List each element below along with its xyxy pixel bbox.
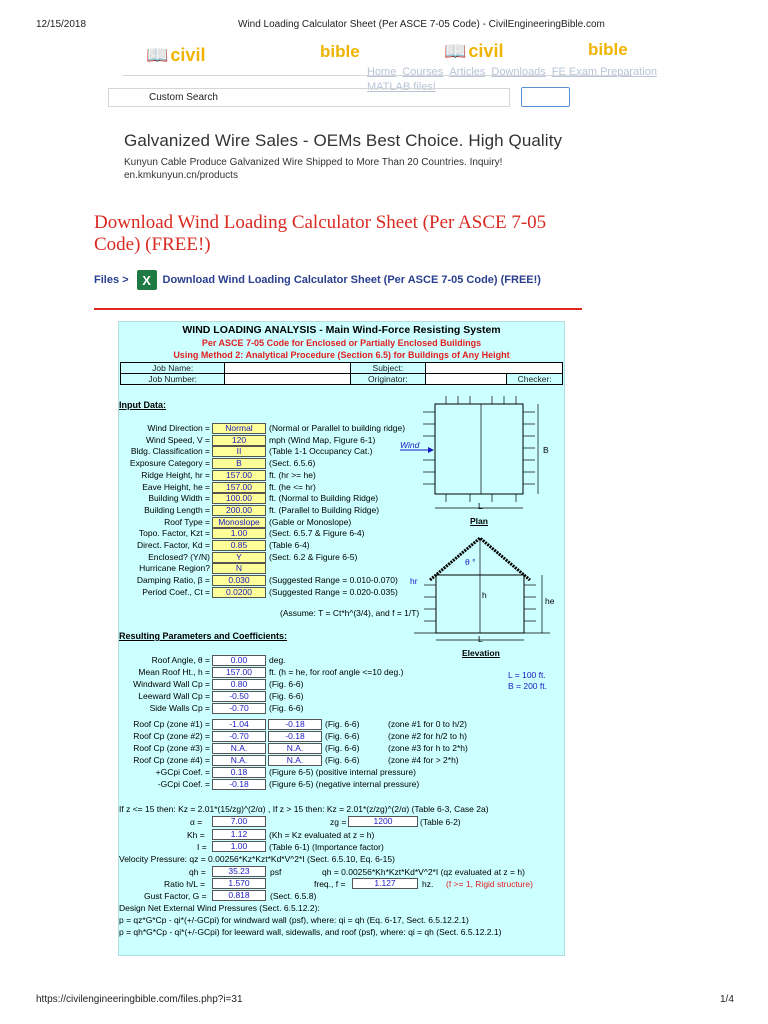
input-label: Direct. Factor, Kd = <box>137 540 210 550</box>
result-value: 0.80 <box>212 679 266 690</box>
nav-articles[interactable]: Articles <box>449 66 486 78</box>
roof-cp-note: (zone #4 for > 2*h) <box>388 755 459 765</box>
roof-cp-value-1: N.A. <box>212 743 266 754</box>
i-value: 1.00 <box>212 841 266 852</box>
elevation-diagram <box>414 530 564 648</box>
input-label: Bldg. Classification = <box>130 446 210 456</box>
zg-value: 1200 <box>348 816 418 827</box>
gcpi-label: -GCpi Coef. = <box>157 779 210 789</box>
elevation-label: Elevation <box>462 648 500 658</box>
roof-cp-value-1: N.A. <box>212 755 266 766</box>
roof-cp-value-2: -0.18 <box>268 719 322 730</box>
input-note: (Sect. 6.5.7 & Figure 6-4) <box>269 528 365 538</box>
assume-note: (Assume: T = Ct*h^(3/4), and f = 1/T) <box>280 608 420 618</box>
input-note: ft. (Parallel to Building Ridge) <box>269 505 380 515</box>
result-label: Roof Angle, θ = <box>151 655 210 665</box>
input-label: Ridge Height, hr = <box>141 470 210 480</box>
ad-link[interactable]: en.kmkunyun.cn/products <box>124 170 238 181</box>
nav-home[interactable]: Home <box>367 66 397 78</box>
plan-dim-l: L <box>478 501 483 511</box>
nav-fe-exam[interactable]: FE Exam Preparation <box>551 66 657 78</box>
result-label: Side Walls Cp = <box>149 703 210 713</box>
elev-dim-h: h <box>482 590 487 600</box>
page-title: Download Wind Loading Calculator Sheet (Per ASCE 7-05 Code) (FREE!) <box>94 212 547 255</box>
ratio-value: 1.570 <box>212 878 266 889</box>
input-note: (Table 6-4) <box>269 540 310 550</box>
plan-dim-b: B <box>543 445 549 455</box>
roof-cp-note: (zone #3 for h to 2*h) <box>388 743 468 753</box>
input-value: 157.00 <box>212 470 266 481</box>
input-value: II <box>212 446 266 457</box>
dim-L-value: L = 100 ft. <box>508 670 546 680</box>
input-note: mph (Wind Map, Figure 6-1) <box>269 435 376 445</box>
result-note: (Fig. 6-6) <box>269 691 304 701</box>
input-label: Hurricane Region? <box>139 563 210 573</box>
i-label: I = <box>197 842 207 852</box>
leeward-formula: p = qh*G*Cp - qi*(+/-GCpi) for leeward wall, sidewalls, and roof (psf), where: qi = qh (Sect. 6.5.12.2.1) <box>119 927 502 937</box>
result-note: ft. (h = he, for roof angle <=10 deg.) <box>269 667 404 677</box>
input-value: 0.85 <box>212 540 266 551</box>
roof-cp-fig: (Fig. 6-6) <box>325 719 360 729</box>
result-note: deg. <box>269 655 286 665</box>
gcpi-value: -0.18 <box>212 779 266 790</box>
input-value: Normal <box>212 423 266 434</box>
excel-icon: X <box>137 270 157 290</box>
input-note: (Table 1-1 Occupancy Cat.) <box>269 446 373 456</box>
print-page-number: 1/4 <box>720 994 734 1005</box>
kh-note: (Kh = Kz evaluated at z = h) <box>269 830 375 840</box>
freq-note: (f >= 1, Rigid structure) <box>446 879 533 889</box>
roof-cp-value-1: -0.70 <box>212 731 266 742</box>
print-title: Wind Loading Calculator Sheet (Per ASCE 7-05 Code) - CivilEngineeringBible.com <box>238 19 605 30</box>
roof-cp-value-2: N.A. <box>268 755 322 766</box>
search-label: Custom Search <box>149 92 218 103</box>
book-icon: 📖 <box>146 44 169 65</box>
input-value: 157.00 <box>212 482 266 493</box>
ad-text <box>124 156 502 182</box>
gust-value: 0.818 <box>212 890 266 901</box>
result-value: 157.00 <box>212 667 266 678</box>
gcpi-label: +GCpi Coef. = <box>155 767 210 777</box>
roof-cp-label: Roof Cp (zone #2) = <box>133 731 210 741</box>
qh-note: qh = 0.00256*Kh*Kzt*Kd*V^2*I (qz evaluated at z = h) <box>322 867 525 877</box>
site-logo-bible-secondary: bible <box>588 40 628 59</box>
input-label: Building Length = <box>144 505 210 515</box>
gcpi-note: (Figure 6-5) (negative internal pressure) <box>269 779 420 789</box>
input-value: 100.00 <box>212 493 266 504</box>
input-value: N <box>212 563 266 574</box>
input-label: Eave Height, he = <box>142 482 210 492</box>
result-label: Windward Wall Cp = <box>133 679 210 689</box>
site-logo-secondary[interactable]: 📖 civil <box>444 40 504 61</box>
ad-description: Kunyun Cable Produce Galvanized Wire Shipped to More Than 20 Countries. Inquiry! <box>124 157 503 168</box>
roof-cp-value-1: -1.04 <box>212 719 266 730</box>
input-label: Damping Ratio, β = <box>136 575 210 585</box>
result-value: -0.70 <box>212 703 266 714</box>
checker-label: Checker: <box>507 374 563 385</box>
elev-dim-hr: hr <box>410 576 418 586</box>
input-value: 1.00 <box>212 528 266 539</box>
gcpi-value: 0.18 <box>212 767 266 778</box>
zg-label: zg = <box>330 817 347 827</box>
roof-cp-note: (zone #2 for h/2 to h) <box>388 731 467 741</box>
input-label: Building Width = <box>148 493 210 503</box>
design-pressures-heading: Design Net External Wind Pressures (Sect. 6.5.12.2): <box>119 903 320 913</box>
download-link[interactable]: Download Wind Loading Calculator Sheet (Per ASCE 7-05 Code) (FREE!) <box>162 274 541 286</box>
sheet-title: WIND LOADING ANALYSIS - Main Wind-Force Resisting System <box>182 324 501 336</box>
elev-dim-l: L <box>478 634 483 644</box>
dim-B-value: B = 200 ft. <box>508 681 547 691</box>
kh-label: Kh = <box>187 830 205 840</box>
book-icon: 📖 <box>444 40 467 61</box>
input-label: Topo. Factor, Kzt = <box>138 528 210 538</box>
input-note: (Suggested Range = 0.020-0.035) <box>269 587 398 597</box>
roof-cp-label: Roof Cp (zone #3) = <box>133 743 210 753</box>
input-label: Period Coef., Ct = <box>142 587 210 597</box>
input-label: Roof Type = <box>164 517 210 527</box>
input-note: (Suggested Range = 0.010-0.070) <box>269 575 398 585</box>
result-note: (Fig. 6-6) <box>269 679 304 689</box>
zg-note: (Table 6-2) <box>420 817 461 827</box>
input-value: 0.0200 <box>212 587 266 598</box>
roof-cp-label: Roof Cp (zone #1) = <box>133 719 210 729</box>
ad-title[interactable]: Galvanized Wire Sales - OEMs Best Choice. High Quality <box>124 131 563 150</box>
input-note: (Sect. 6.5.6) <box>269 458 316 468</box>
velocity-pressure-formula: Velocity Pressure: qz = 0.00256*Kz*Kzt*Kd*V^2*I (Sect. 6.5.10, Eq. 6-15) <box>119 854 395 864</box>
windward-formula: p = qz*G*Cp - qi*(+/-GCpi) for windward wall (psf), where: qi = qh (Eq. 6-17, Sect. 6.5.12.2.1) <box>119 915 469 925</box>
alpha-value: 7.00 <box>212 816 266 827</box>
input-note: ft. (he <= hr) <box>269 482 316 492</box>
gust-label: Gust Factor, G = <box>144 891 207 901</box>
roof-cp-value-2: -0.18 <box>268 731 322 742</box>
job-info-table <box>120 362 563 385</box>
sheet-subtitle-2: Using Method 2: Analytical Procedure (Section 6.5) for Buildings of Any Height <box>173 350 510 360</box>
roof-cp-value-2: N.A. <box>268 743 322 754</box>
subject-label: Subject: <box>350 363 425 374</box>
input-value: Y <box>212 552 266 563</box>
kh-value: 1.12 <box>212 829 266 840</box>
roof-cp-label: Roof Cp (zone #4) = <box>133 755 210 765</box>
alpha-label: α = <box>190 817 203 827</box>
freq-value: 1.127 <box>352 878 418 889</box>
input-value: Monoslope <box>212 517 266 528</box>
input-note: ft. (Normal to Building Ridge) <box>269 493 379 503</box>
qh-label: qh = <box>189 867 206 877</box>
qh-value: 35.23 <box>212 866 266 877</box>
roof-cp-fig: (Fig. 6-6) <box>325 731 360 741</box>
print-date: 12/15/2018 <box>36 19 87 30</box>
input-value: B <box>212 458 266 469</box>
roof-cp-fig: (Fig. 6-6) <box>325 743 360 753</box>
sheet-subtitle-1: Per ASCE 7-05 Code for Enclosed or Partially Enclosed Buildings <box>201 338 482 348</box>
input-value: 120 <box>212 435 266 446</box>
site-logo[interactable]: 📖 civil <box>146 44 206 65</box>
input-value: 0.030 <box>212 575 266 586</box>
elev-dim-he: he <box>545 596 555 606</box>
breadcrumb-files[interactable]: Files > <box>94 274 129 286</box>
title-divider <box>94 308 582 310</box>
result-label: Leeward Wall Cp = <box>138 691 210 701</box>
job-number-label: Job Number: <box>121 374 225 385</box>
originator-label: Originator: <box>350 374 425 385</box>
result-label: Mean Roof Ht., h = <box>138 667 210 677</box>
roof-angle-symbol: θ ° <box>465 557 476 567</box>
breadcrumb <box>94 269 541 291</box>
input-label: Wind Direction = <box>147 423 210 433</box>
nav-courses[interactable]: Courses <box>402 66 444 78</box>
input-label: Exposure Category = <box>129 458 210 468</box>
freq-label: freq., f = <box>314 879 346 889</box>
print-url: https://civilengineeringbible.com/files.php?i=31 <box>36 994 243 1005</box>
input-value: 200.00 <box>212 505 266 516</box>
input-label: Wind Speed, V = <box>145 435 210 445</box>
nav-downloads[interactable]: Downloads <box>491 66 546 78</box>
roof-cp-note: (zone #1 for 0 to h/2) <box>388 719 467 729</box>
roof-cp-fig: (Fig. 6-6) <box>325 755 360 765</box>
search-input[interactable] <box>108 88 510 107</box>
wind-label: Wind <box>400 440 420 450</box>
search-button[interactable] <box>521 87 570 107</box>
input-note: (Gable or Monoslope) <box>269 517 352 527</box>
input-note: ft. (hr >= he) <box>269 470 316 480</box>
result-value: -0.50 <box>212 691 266 702</box>
gust-note: (Sect. 6.5.8) <box>270 891 317 901</box>
plan-label: Plan <box>470 516 488 526</box>
results-heading: Resulting Parameters and Coefficients: <box>119 631 288 641</box>
result-value: 0.00 <box>212 655 266 666</box>
nav-matlab[interactable]: MATLAB files! <box>367 81 436 93</box>
input-data-heading: Input Data: <box>119 400 166 410</box>
freq-unit: hz. <box>422 879 434 889</box>
job-name-label: Job Name: <box>121 363 225 374</box>
input-note: (Normal or Parallel to building ridge) <box>269 423 406 433</box>
kz-formula: If z <= 15 then: Kz = 2.01*(15/zg)^(2/α) , If z > 15 then: Kz = 2.01*(z/zg)^(2/α) (Table 6-3, Case 2a) <box>119 804 489 814</box>
qh-unit: psf <box>270 867 282 877</box>
input-note: (Sect. 6.2 & Figure 6-5) <box>269 552 358 562</box>
gcpi-note: (Figure 6-5) (positive internal pressure) <box>269 767 416 777</box>
site-logo-bible: bible <box>320 42 360 61</box>
input-label: Enclosed? (Y/N) <box>148 552 210 562</box>
result-note: (Fig. 6-6) <box>269 703 304 713</box>
ratio-label: Ratio h/L = <box>164 879 206 889</box>
i-note: (Table 6-1) (Importance factor) <box>269 842 384 852</box>
